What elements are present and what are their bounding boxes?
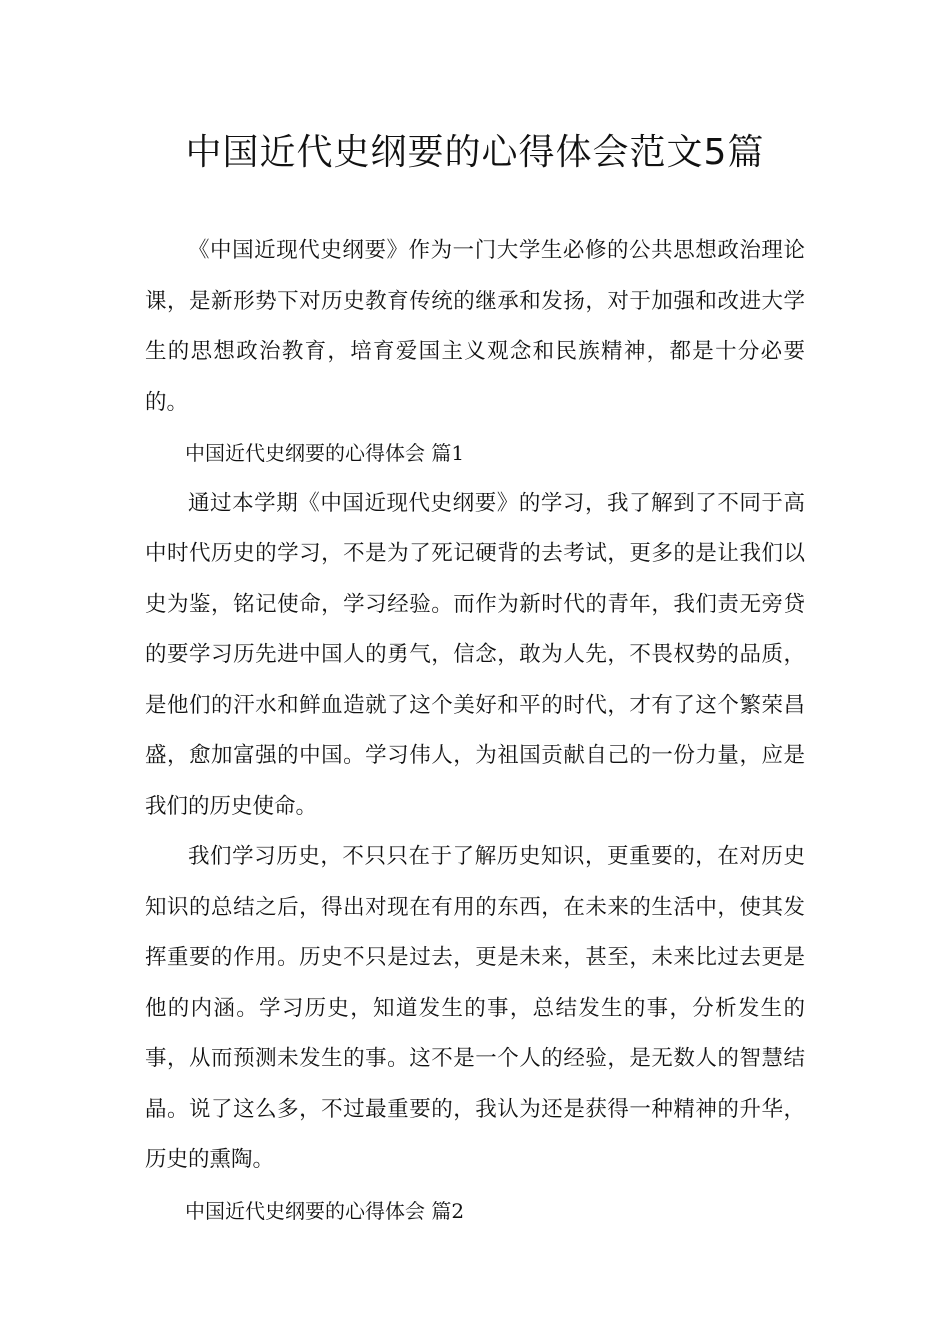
section-heading-2: 中国近代史纲要的心得体会 篇2	[185, 1198, 465, 1223]
section-heading-1: 中国近代史纲要的心得体会 篇1	[185, 441, 465, 465]
section-1-paragraph-2: 我们学习历史，不只只在于了解历史知识，更重要的，在对历史知识的总结之后，得出对现在有用的东西，在未来的生活中，使其发挥重要的作用。历史不只是过去，更是未来，甚至，未来比过去更是他的内涵。学习历史，知道发生的事，总结发生的事，分析发生的事，从而预测未发生的事。这不是一个人的经验，是无数人的智慧结晶。说了这么多，不过最重要的，我认为还是获得一种精神的升华，历史的熏陶。	[145, 844, 805, 1172]
section-1-paragraph-1: 通过本学期《中国近现代史纲要》的学习，我了解到了不同于高中时代历史的学习，不是为了死记硬背的去考试，更多的是让我们以史为鉴，铭记使命，学习经验。而作为新时代的青年，我们责无旁贷的要学习历先进中国人的勇气，信念，敢为人先，不畏权势的品质，是他们的汗水和鲜血造就了这个美好和平的时代，才有了这个繁荣昌盛，愈加富强的中国。学习伟人，为祖国贡献自己的一份力量，应是我们的历史使命。	[145, 490, 805, 819]
document-body	[145, 226, 805, 1236]
document-title: 中国近代史纲要的心得体会范文5篇	[185, 132, 765, 173]
intro-paragraph: 《中国近现代史纲要》作为一门大学生必修的公共思想政治理论课，是新形势下对历史教育传统的继承和发扬，对于加强和改进大学生的思想政治教育，培育爱国主义观念和民族精神，都是十分必要的。	[145, 238, 805, 415]
